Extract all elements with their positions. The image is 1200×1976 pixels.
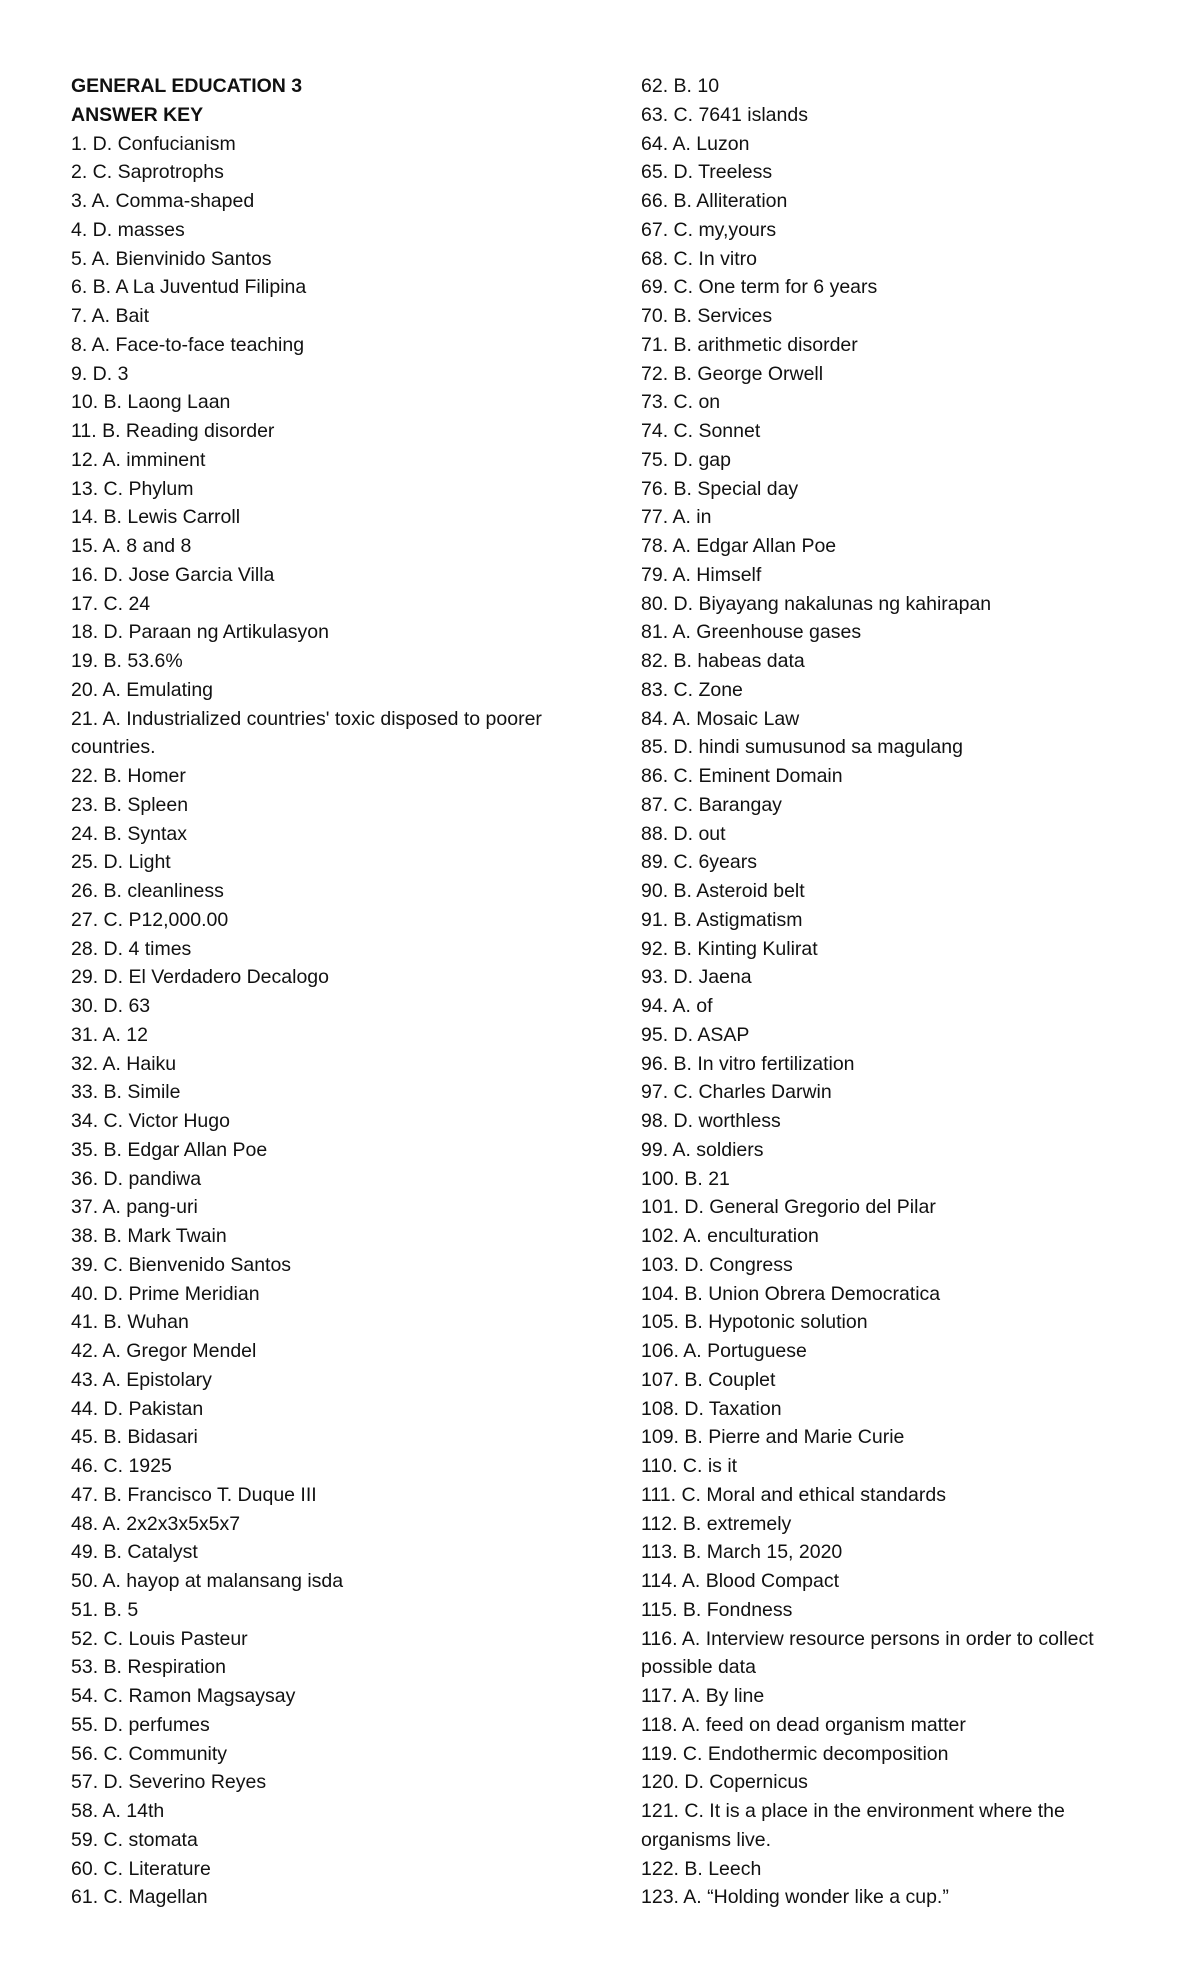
answer-item: 93. D. Jaena [641,966,752,989]
answer-item: 7. A. Bait [71,305,150,327]
answer-item: 22. B. Homer [71,765,186,787]
answer-item: 82. B. habeas data [641,650,805,672]
answer-item: 116. A. Interview resource persons in order to collect possible data [641,1627,1094,1679]
answer-item: 104. B. Union Obrera Democratica [641,1282,941,1305]
answer-item: 66. B. Alliteration [641,190,788,212]
answer-item: 94. A. of [641,995,713,1017]
answer-item: 119. C. Endothermic decomposition [641,1742,949,1765]
answer-item: 27. C. P12,000.00 [71,908,229,931]
answer-item: 3. A. Comma-shaped [71,190,255,212]
answer-item: 46. C. 1925 [71,1455,172,1477]
answer-item: 1. D. Confucianism [71,132,236,155]
answer-item: 18. D. Paraan ng Artikulasyon [71,621,329,644]
answer-item: 68. C. In vitro [641,247,757,270]
answer-item: 14. B. Lewis Carroll [71,506,241,529]
answer-item: 107. B. Couplet [641,1368,776,1391]
answer-item: 60. C. Literature [71,1857,211,1880]
answer-item: 103. D. Congress [641,1253,793,1276]
answer-item: 35. B. Edgar Allan Poe [71,1138,268,1161]
answer-item: 21. A. Industrialized countries' toxic disposed to poorer countries. [71,707,542,759]
answer-item: 32. A. Haiku [71,1052,177,1075]
answer-item: 62. B. 10 [641,75,720,97]
answer-item: 109. B. Pierre and Marie Curie [641,1426,905,1449]
answer-item: 77. A. in [641,506,712,529]
answer-item: 89. C. 6years [641,851,757,874]
answer-item: 52. C. Louis Pasteur [71,1627,248,1650]
answer-item: 95. D. ASAP [641,1023,750,1046]
answer-item: 24. B. Syntax [71,822,187,845]
answer-item: 25. D. Light [71,851,171,874]
answer-item: 75. D. gap [641,448,731,471]
answer-item: 63. C. 7641 islands [641,103,808,126]
answer-item: 11. B. Reading disorder [71,420,275,442]
answer-item: 99. A. soldiers [641,1138,764,1161]
answer-item: 50. A. hayop at malansang isda [71,1570,344,1592]
answer-item: 16. D. Jose Garcia Villa [71,563,275,586]
answer-item: 53. B. Respiration [71,1656,227,1679]
answer-item: 121. C. It is a place in the environment where the organisms live. [641,1800,1065,1851]
answer-item: 2. C. Saprotrophs [71,161,224,184]
answer-list-right [641,72,1141,1912]
answer-item: 5. A. Bienvinido Santos [71,247,272,270]
answer-item: 12. A. imminent [71,448,206,471]
answer-item: 48. A. 2x2x3x5x5x7 [71,1512,241,1535]
answer-item: 8. A. Face-to-face teaching [71,333,305,356]
answer-item: 91. B. Astigmatism [641,908,803,931]
answer-item: 88. D. out [641,822,726,845]
answer-item: 114. A. Blood Compact [641,1570,840,1592]
answer-item: 65. D. Treeless [641,161,773,184]
answer-item: 87. C. Barangay [641,793,782,816]
answer-item: 72. B. George Orwell [641,362,824,385]
answer-item: 23. B. Spleen [71,793,189,816]
answer-item: 76. B. Special day [641,477,799,500]
answer-item: 40. D. Prime Meridian [71,1282,260,1305]
answer-item: 4. D. masses [71,218,185,241]
answer-item: 10. B. Laong Laan [71,391,231,414]
answer-item: 98. D. worthless [641,1110,781,1132]
answer-item: 79. A. Himself [641,563,762,586]
answer-item: 45. B. Bidasari [71,1426,198,1449]
answer-item: 51. B. 5 [71,1598,139,1621]
answer-item: 34. C. Victor Hugo [71,1110,230,1132]
answer-item: 102. A. enculturation [641,1225,819,1247]
answer-item: 67. C. my,yours [641,218,777,241]
answer-item: 74. C. Sonnet [641,420,761,442]
answer-item: 86. C. Eminent Domain [641,765,843,787]
right-column [641,72,1141,1912]
answer-item: 57. D. Severino Reyes [71,1771,267,1794]
answer-item: 118. A. feed on dead organism matter [641,1713,966,1736]
answer-item: 55. D. perfumes [71,1713,210,1736]
answer-item: 49. B. Catalyst [71,1541,198,1564]
answer-item: 38. B. Mark Twain [71,1225,227,1247]
answer-item: 20. A. Emulating [71,678,214,701]
answer-item: 47. B. Francisco T. Duque III [71,1483,317,1506]
answer-item: 26. B. cleanliness [71,880,224,902]
answer-item: 19. B. 53.6% [71,650,183,672]
answer-item: 6. B. A La Juventud Filipina [71,276,307,299]
answer-item: 78. A. Edgar Allan Poe [641,535,837,557]
answer-item: 84. A. Mosaic Law [641,707,800,730]
answer-item: 80. D. Biyayang nakalunas ng kahirapan [641,592,992,615]
answer-item: 42. A. Gregor Mendel [71,1340,257,1362]
answer-item: 73. C. on [641,391,721,414]
document-title: GENERAL EDUCATION 3 [71,75,303,97]
answer-item: 110. C. is it [641,1455,738,1477]
answer-item: 97. C. Charles Darwin [641,1081,832,1104]
answer-item: 15. A. 8 and 8 [71,535,192,557]
answer-item: 90. B. Asteroid belt [641,880,805,902]
answer-item: 96. B. In vitro fertilization [641,1052,855,1075]
document-subtitle: ANSWER KEY [71,103,204,126]
answer-item: 31. A. 12 [71,1023,148,1046]
answer-item: 39. C. Bienvenido Santos [71,1253,292,1276]
answer-item: 33. B. Simile [71,1081,181,1104]
answer-item: 36. D. pandiwa [71,1167,202,1190]
answer-item: 56. C. Community [71,1742,228,1765]
answer-item: 115. B. Fondness [641,1598,793,1621]
answer-item: 111. C. Moral and ethical standards [641,1483,946,1506]
answer-item: 113. B. March 15, 2020 [641,1541,843,1564]
answer-item: 105. B. Hypotonic solution [641,1311,868,1334]
answer-item: 100. B. 21 [641,1167,730,1190]
answer-item: 101. D. General Gregorio del Pilar [641,1196,936,1219]
answer-item: 81. A. Greenhouse gases [641,621,862,644]
answer-item: 64. A. Luzon [641,132,750,155]
answer-item: 28. D. 4 times [71,937,192,960]
answer-item: 61. C. Magellan [71,1886,208,1909]
answer-item: 43. A. Epistolary [71,1368,212,1391]
answer-item: 17. C. 24 [71,592,151,615]
answer-item: 41. B. Wuhan [71,1311,189,1334]
answer-item: 120. D. Copernicus [641,1771,808,1794]
answer-item: 13. C. Phylum [71,477,194,500]
answer-item: 69. C. One term for 6 years [641,276,878,299]
answer-item: 29. D. El Verdadero Decalogo [71,966,329,989]
answer-item: 83. C. Zone [641,678,743,701]
answer-item: 112. B. extremely [641,1512,792,1535]
answer-item: 108. D. Taxation [641,1397,782,1420]
answer-item: 85. D. hindi sumusunod sa magulang [641,736,963,759]
answer-item: 71. B. arithmetic disorder [641,333,858,356]
answer-item: 123. A. “Holding wonder like a cup.” [641,1886,949,1909]
answer-item: 44. D. Pakistan [71,1397,204,1420]
answer-item: 122. B. Leech [641,1857,762,1880]
answer-item: 106. A. Portuguese [641,1340,807,1362]
answer-item: 59. C. stomata [71,1828,198,1851]
answer-item: 30. D. 63 [71,995,151,1017]
answer-list-left [71,130,571,1913]
answer-item: 117. A. By line [641,1685,765,1707]
answer-item: 70. B. Services [641,305,773,327]
answer-item: 58. A. 14th [71,1800,165,1822]
answer-item: 54. C. Ramon Magsaysay [71,1685,296,1707]
answer-item: 9. D. 3 [71,362,129,385]
answer-item: 92. B. Kinting Kulirat [641,937,818,960]
left-column [71,72,571,1912]
answer-item: 37. A. pang-uri [71,1196,198,1219]
